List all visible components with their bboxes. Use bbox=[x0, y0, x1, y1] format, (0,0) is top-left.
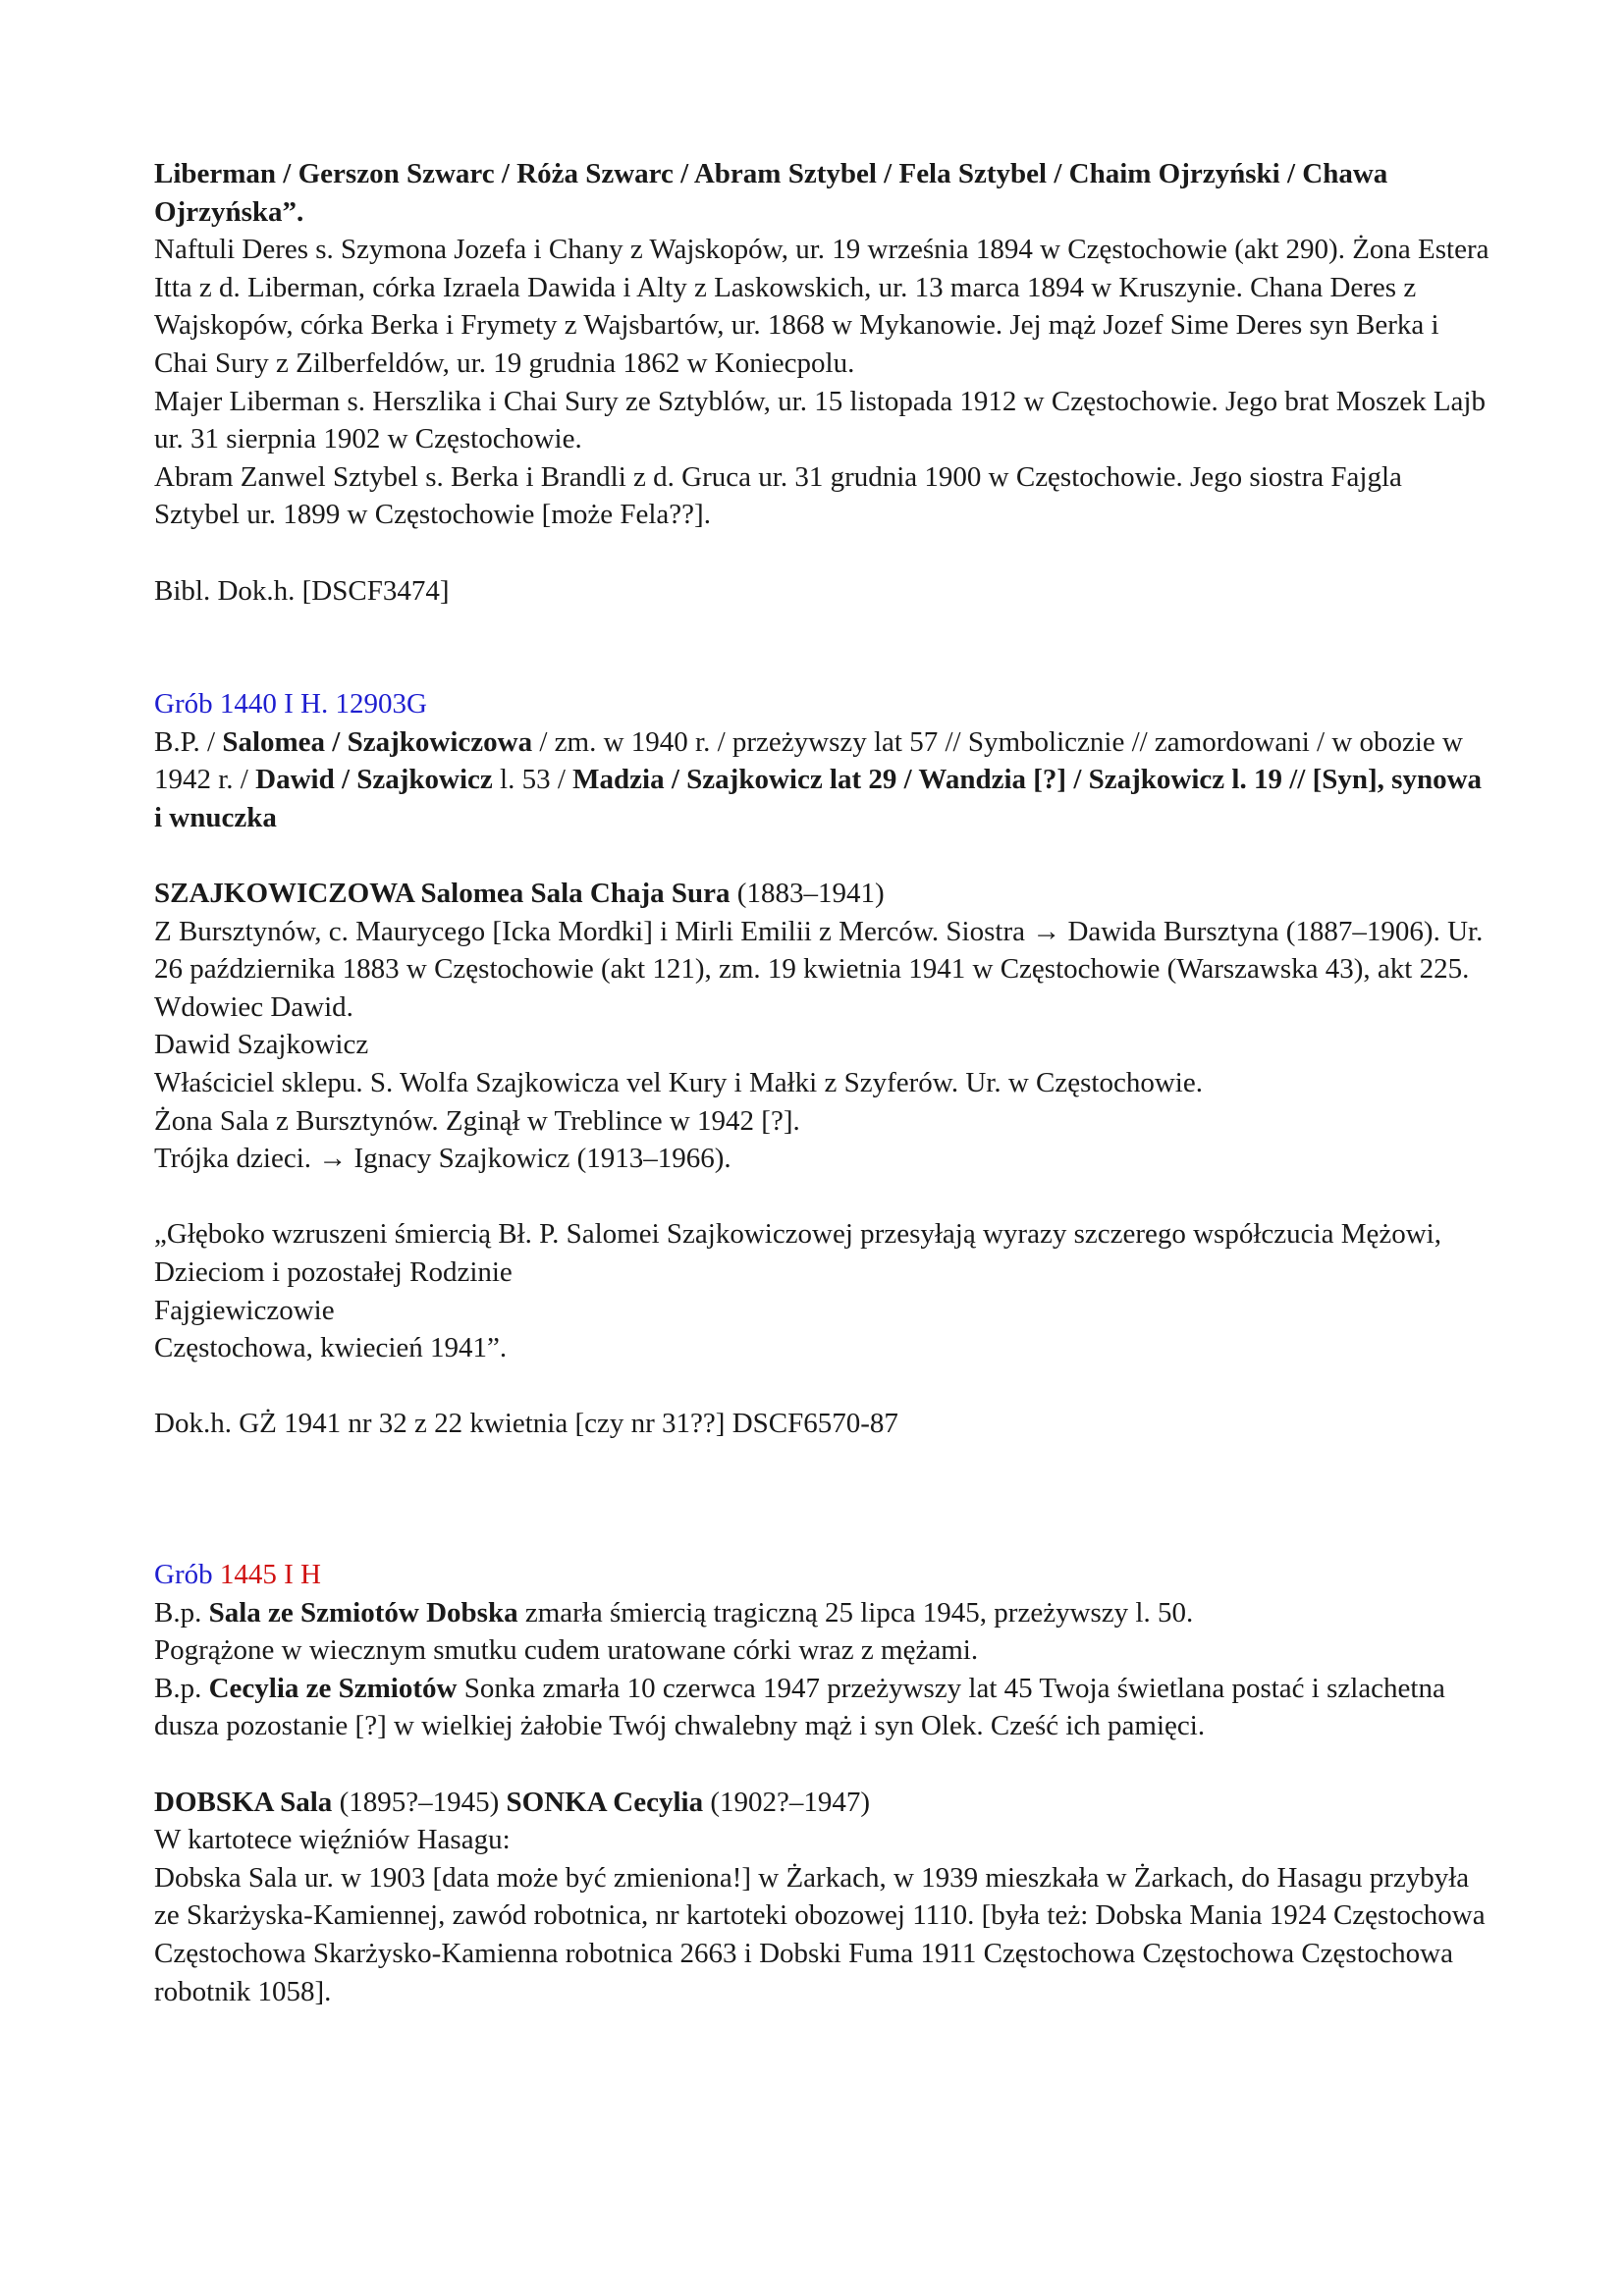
bio-name: DOBSKA Sala bbox=[154, 1786, 333, 1818]
inscription-names: Liberman / Gerszon Szwarc / Róża Szwarc / Abram Sztybel / Fela Sztybel / Chaim Ojrzyński / Chawa Ojrzyńska”. bbox=[154, 158, 1388, 228]
bio-dates: (1883–1941) bbox=[730, 878, 885, 910]
grave-1440-widower: Wdowiec Dawid. bbox=[154, 990, 353, 1023]
grave-1440-title: Grób 1440 I H. 12903G bbox=[154, 688, 427, 721]
inscription-name: Salomea / Szajkowiczowa bbox=[222, 725, 533, 758]
inscription-text: B.p. bbox=[154, 1672, 209, 1704]
grave-1445-para1 bbox=[154, 1594, 1489, 1632]
inscription-name: Sala ze Szmiotów Dobska bbox=[208, 1596, 518, 1629]
entry1-para3: Abram Zanwel Sztybel s. Berka i Brandli z d. Gruca ur. 31 grudnia 1900 w Częstochowie. Jego siostra Fajgla Sztybel ur. 1899 w Częstochowie [może Fela??]. bbox=[154, 460, 1402, 531]
grave-1445-para2: Pogrążone w wiecznym smutku cudem uratowane córki wraz z mężami. bbox=[154, 1634, 979, 1667]
grave-1445-bio-heading bbox=[154, 1784, 1489, 1822]
inscription-text: Sonka zmarła 10 czerwca 1947 przeżywszy lat 45 Twoja świetlana postać i szlachetna dusza pozostanie [?] w wielkiej żałobie Twój chwalebny mąż i syn Olek. Cześć ich pamięci. bbox=[154, 1672, 1445, 1742]
title-number: 1445 I H bbox=[219, 1559, 321, 1590]
grave-1440-source: Dok.h. GŻ 1941 nr 32 z 22 kwietnia [czy nr 31??] DSCF6570-87 bbox=[154, 1408, 898, 1440]
document-page bbox=[154, 155, 1489, 2010]
inscription-name: Dawid / Szajkowicz bbox=[255, 764, 493, 796]
grave-1440-bio-heading bbox=[154, 875, 1489, 913]
inscription-text: B.p. bbox=[154, 1596, 209, 1629]
inscription-text: zmarła śmiercią tragiczną 25 lipca 1945, przeżywszy l. 50. bbox=[517, 1596, 1194, 1629]
inscription-name: Cecylia ze Szmiotów bbox=[208, 1672, 458, 1704]
inscription-name: Madzia / Szajkowicz lat 29 / Wandzia [?] / Szajkowicz l. 19 // [Syn], synowa i wnuczka bbox=[154, 764, 1483, 833]
title-prefix: Grób bbox=[154, 1559, 220, 1590]
grave-1445-title bbox=[154, 1556, 1489, 1594]
obituary-quote-1: „Głęboko wzruszeni śmiercią Bł. P. Salomei Szajkowiczowej przesyłają wyrazy szczerego współczucia Mężowi, Dzieciom i pozostałej Rodzinie bbox=[154, 1218, 1441, 1289]
grave-1445-final: Dobska Sala ur. w 1903 [data może być zmieniona!] w Żarkach, w 1939 mieszkała w Żarkach, do Hasagu przybyła ze Skarżyska-Kamiennej, zawód robotnica, nr kartoteki obozowej 1110. [była też: Dobska Mania 1924 Częstochowa Częstochowa Skarżysko-Kamienna robotnica 2663 i Dobski Fuma 1911 Częstochowa Częstochowa Częstochowa robotnik 1058]. bbox=[154, 1861, 1486, 2007]
entry1-bibliography: Bibl. Dok.h. [DSCF3474] bbox=[154, 574, 450, 607]
dawid-name: Dawid Szajkowicz bbox=[154, 1029, 369, 1061]
grave-1440-inscription bbox=[154, 723, 1489, 837]
bio-dates: (1895?–1945) bbox=[332, 1786, 507, 1818]
entry1-inscription bbox=[154, 155, 1489, 231]
entry1-para1: Naftuli Deres s. Szymona Jozefa i Chany z Wajskopów, ur. 19 września 1894 w Częstochowie (akt 290). Żona Estera Itta z d. Liberman, córka Izraela Dawida i Alty z Laskowskich, ur. 13 marca 1894 w Kruszynie. Chana Deres z Wajskopów, córka Berka i Frymety z Wajsbartów, ur. 1868 w Mykanowie. Jej mąż Jozef Sime Deres syn Berka i Chai Sury z Zilberfeldów, ur. 19 grudnia 1862 w Koniecpolu. bbox=[154, 234, 1489, 379]
dawid-text-3: Trójka dzieci. → Ignacy Szajkowicz (1913–1966). bbox=[154, 1143, 731, 1175]
grave-1440-bio-text: Z Bursztynów, c. Maurycego [Icka Mordki] i Mirli Emilii z Merców. Siostra → Dawida Bursztyna (1887–1906). Ur. 26 października 1883 w Częstochowie (akt 121), zm. 19 kwietnia 1941 w Częstochowie (Warszawska 43), akt 225. bbox=[154, 915, 1484, 986]
bio-dates: (1902?–1947) bbox=[703, 1786, 871, 1818]
obituary-quote-2: Fajgiewiczowie bbox=[154, 1294, 335, 1326]
grave-1445-para3 bbox=[154, 1670, 1489, 1745]
inscription-text: l. 53 / bbox=[492, 764, 573, 796]
entry1-para2: Majer Liberman s. Herszlika i Chai Sury ze Sztyblów, ur. 15 listopada 1912 w Częstochowie. Jego brat Moszek Lajb ur. 31 sierpnia 1902 w Częstochowie. bbox=[154, 385, 1486, 455]
inscription-text: B.P. / bbox=[154, 725, 223, 758]
obituary-quote-3: Częstochowa, kwiecień 1941”. bbox=[154, 1332, 508, 1364]
bio-name: SONKA Cecylia bbox=[506, 1786, 704, 1818]
grave-1445-kartoteka: W kartotece więźniów Hasagu: bbox=[154, 1824, 511, 1856]
dawid-text-1: Właściciel sklepu. S. Wolfa Szajkowicza vel Kury i Małki z Szyferów. Ur. w Częstochowie. bbox=[154, 1067, 1203, 1099]
bio-name: SZAJKOWICZOWA Salomea Sala Chaja Sura bbox=[154, 878, 731, 910]
dawid-text-2: Żona Sala z Bursztynów. Zginął w Treblince w 1942 [?]. bbox=[154, 1104, 800, 1137]
inscription-text: / zm. w 1940 r. / przeżywszy lat 57 // Symbolicznie // zamordowani / w obozie w 1942 r. / bbox=[154, 725, 1464, 796]
